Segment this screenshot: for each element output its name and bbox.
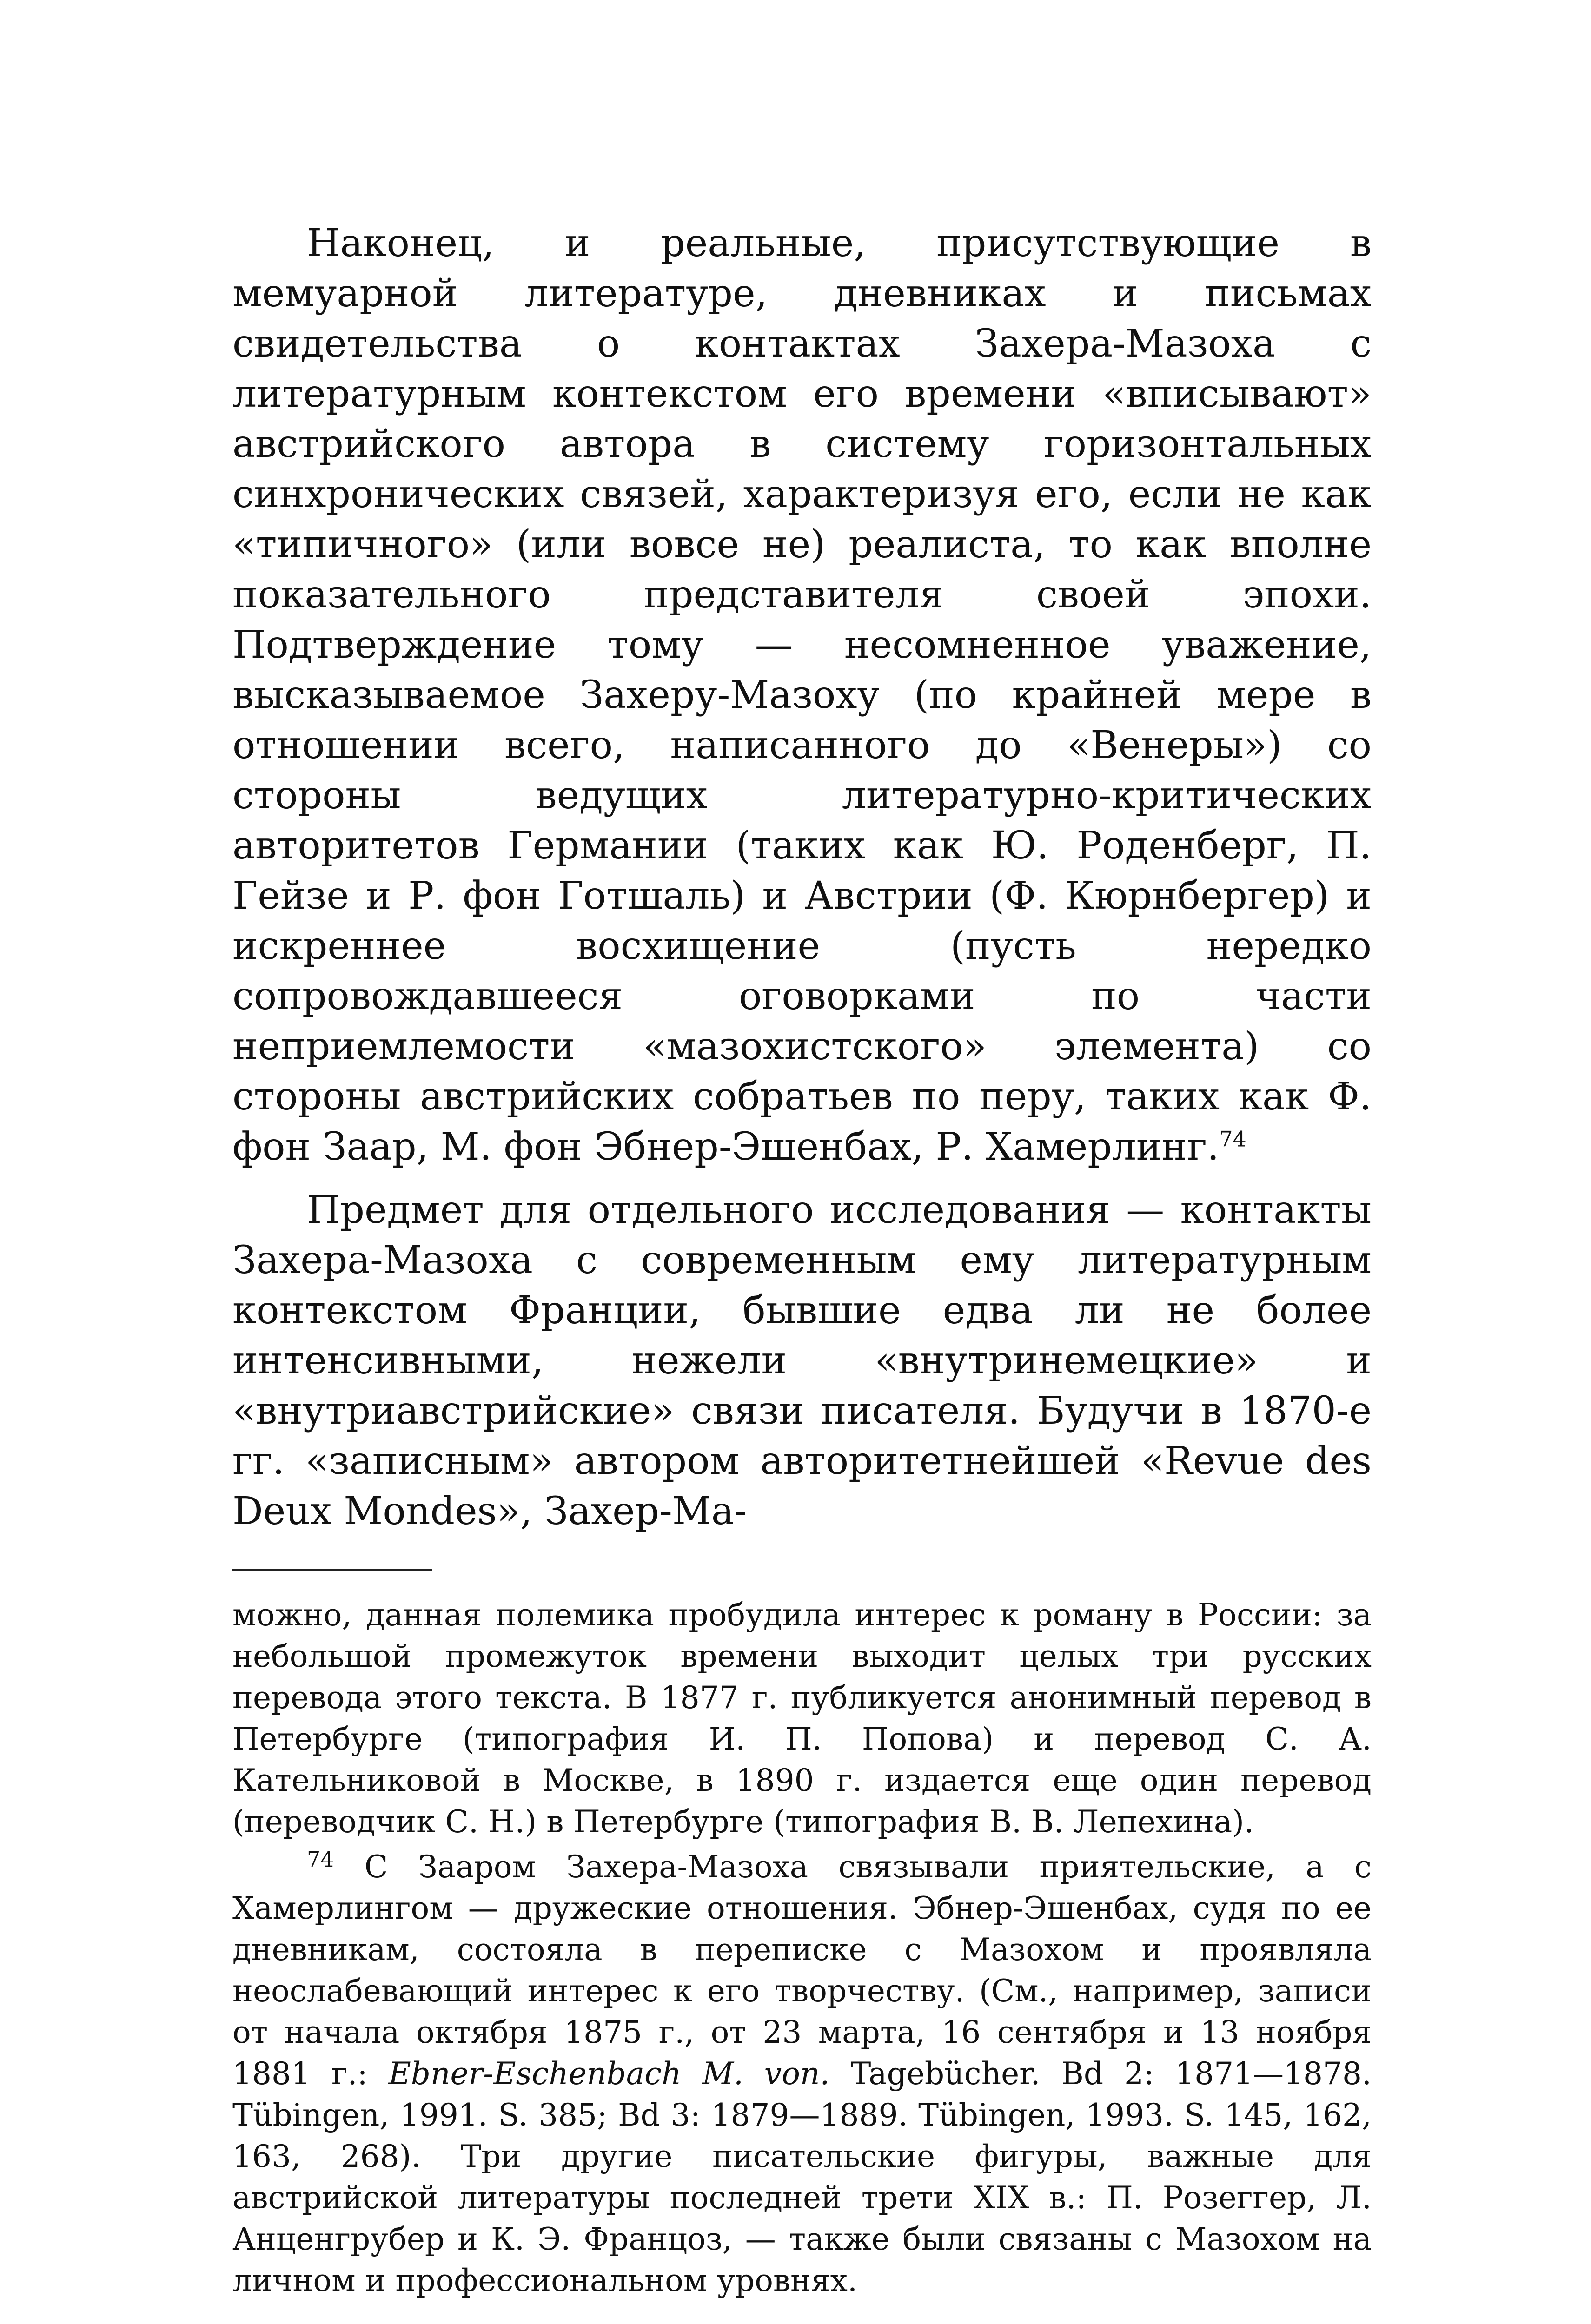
footnote-divider <box>232 1569 432 1571</box>
footnote-74-author: Ebner-Eschenbach M. von. <box>388 2056 830 2092</box>
footnote-74-text-part1: С Зааром Захера-Мазоха связывали приятельские, а с Хамерлингом — дружеские отношения. Эбнер-Эшенбах, судя по ее дневникам, состояла в переписке с Мазохом и проявляла неослабевающий интерес к его творчеству. (См., например, записи от начала октября 1875 г., от 23 марта, 16 сентября и 13 ноября 1881 г.: <box>232 1849 1372 2092</box>
book-page <box>232 218 1372 2324</box>
footnote-ref-74: 74 <box>1219 1126 1246 1152</box>
paragraph-1-text: Наконец, и реальные, присутствующие в мемуарной литературе, дневниках и письмах свидетельства о контактах Захера-Мазоха с литературным контекстом его времени «вписывают» австрийского автора в систему горизонтальных синхронических связей, характеризуя его, если не как «типичного» (или вовсе не) реалиста, то как вполне показательного представителя своей эпохи. Подтверждение тому — несомненное уважение, высказываемое Захеру-Мазоху (по крайней мере в отношении всего, написанного до «Венеры») со стороны ведущих литературно-критических авторитетов Германии (таких как Ю. Роденберг, П. Гейзе и Р. фон Готшаль) и Австрии (Ф. Кюрнбергер) и искреннее восхищение (пусть нередко сопровождавшееся оговорками по части неприемлемости «мазохистского» элемента) со стороны австрийских собратьев по перу, таких как Ф. фон Заар, М. фон Эбнер-Эшенбах, Р. Хамерлинг. <box>232 221 1372 1169</box>
footnote-number-74: 74 <box>307 1847 334 1872</box>
footnotes <box>232 1594 1372 2301</box>
paragraph-2: Предмет для отдельного исследования — контакты Захера-Мазоха с современным ему литературным контекстом Франции, бывшие едва ли не более интенсивными, нежели «внутринемецкие» и «внутриавстрийские» связи писателя. Будучи в 1870-е гг. «записным» автором авторитетнейшей «Revue des Deux Mondes», Захер-Ма- <box>232 1188 1372 1533</box>
footnote-continued: можно, данная полемика пробудила интерес к роману в России: за небольшой промежуток времени выходит целых три русских перевода этого текста. В 1877 г. публикуется анонимный перевод в Петербурге (типография И. П. Попова) и перевод С. А. Катeльниковой в Москве, в 1890 г. издается еще один перевод (переводчик С. Н.) в Петербурге (типография В. В. Лепехина). <box>232 1597 1372 1840</box>
footnote-74 <box>232 1846 1372 2301</box>
paragraph-1 <box>232 218 1372 1172</box>
main-text <box>232 218 1372 1537</box>
footnote-74-text-part2: Tagebücher. Bd 2: 1871—1878. Tübingen, 1991. S. 385; Bd 3: 1879—1889. Tübingen, 1993. S. 145, 162, 163, 268). Три другие писательские фигуры, важные для австрийской литературы последней трети XIX в.: П. Розеггер, Л. Анценгрубер и К. Э. Францоз, — также были связаны с Мазохом на личном и профессиональном уровнях. <box>232 2056 1372 2298</box>
